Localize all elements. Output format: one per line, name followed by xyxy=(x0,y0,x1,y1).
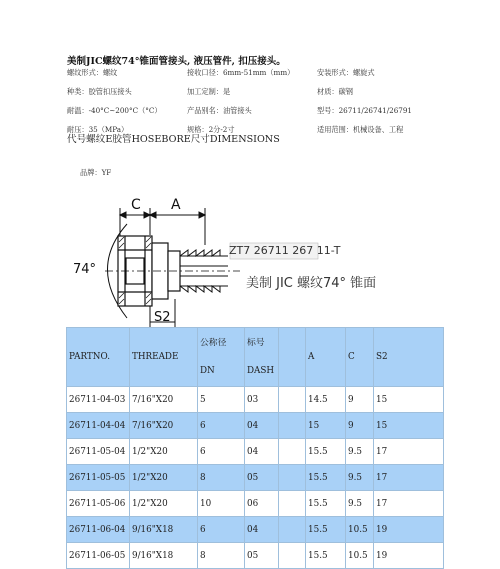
table-cell: 19 xyxy=(374,517,444,543)
table-cell xyxy=(279,517,306,543)
table-cell: 26711-05-05 xyxy=(67,465,130,491)
header-line-1: 标号 xyxy=(247,338,265,348)
header-line-1: PARTNO. xyxy=(69,352,110,362)
table-cell: 9.5 xyxy=(346,465,374,491)
table-cell: 05 xyxy=(245,465,279,491)
spec-item: 接收口径：6mm-51mm（mm） xyxy=(187,68,295,77)
table-cell: 15 xyxy=(306,413,346,439)
model-code-overlay: ZT7 26711 267 11-T xyxy=(229,244,341,257)
table-cell: 9/16"X18 xyxy=(130,543,198,569)
spec-item: 产品别名：油管接头 xyxy=(187,106,252,115)
header-line-1: THREADE xyxy=(132,352,179,362)
table-header-cell xyxy=(130,328,198,387)
table-cell: 04 xyxy=(245,439,279,465)
table-cell: 15.5 xyxy=(306,491,346,517)
table-cell: 9/16"X18 xyxy=(130,517,198,543)
dimensions-table xyxy=(66,327,444,569)
table-cell: 6 xyxy=(198,413,245,439)
table-cell: 26711-04-04 xyxy=(67,413,130,439)
table-cell xyxy=(279,413,306,439)
table-header-cell xyxy=(198,328,245,387)
table-row xyxy=(67,491,444,517)
table-cell xyxy=(279,439,306,465)
dimension-a-label: A xyxy=(171,197,181,213)
table-cell: 19 xyxy=(374,543,444,569)
header-line-2: DASH xyxy=(247,366,275,376)
table-cell: 7/16"X20 xyxy=(130,413,198,439)
table-row xyxy=(67,387,444,413)
table-header-row xyxy=(67,328,444,387)
table-cell: 04 xyxy=(245,413,279,439)
model-description-overlay: 美制 JIC 螺纹74° 锥面 xyxy=(246,276,377,291)
table-header-cell xyxy=(279,328,306,387)
spec-item: 螺纹形式：螺纹 xyxy=(67,68,118,77)
table-cell: 04 xyxy=(245,517,279,543)
brand-label: 品牌：YF xyxy=(80,168,112,177)
table-cell xyxy=(279,465,306,491)
table-row xyxy=(67,465,444,491)
table-header-cell xyxy=(374,328,444,387)
header-line-1: 公称径 xyxy=(200,338,227,348)
table-cell: 1/2"X20 xyxy=(130,491,198,517)
table-cell: 1/2"X20 xyxy=(130,465,198,491)
product-title: 美制JIC螺纹74°锥面管接头, 液压管件, 扣压接头。 xyxy=(67,56,286,67)
table-cell: 15.5 xyxy=(306,543,346,569)
table-cell: 10 xyxy=(198,491,245,517)
spec-item: 加工定制：是 xyxy=(187,87,231,96)
table-cell: 05 xyxy=(245,543,279,569)
table-cell: 26711-06-04 xyxy=(67,517,130,543)
dimensions-heading: 代号螺纹E胶管HOSEBORE尺寸DIMENSIONS xyxy=(67,134,280,145)
table-cell: 17 xyxy=(374,491,444,517)
table-cell: 10.5 xyxy=(346,517,374,543)
table-cell: 7/16"X20 xyxy=(130,387,198,413)
spec-item: 种类：胶管扣压接头 xyxy=(67,87,132,96)
table-header-cell xyxy=(67,328,130,387)
dimension-s2-label: S2 xyxy=(154,310,171,325)
table-cell: 8 xyxy=(198,465,245,491)
spec-item: 耐压：35（MPa） xyxy=(67,125,129,134)
table-cell: 26711-05-06 xyxy=(67,491,130,517)
header-line-1: S2 xyxy=(376,352,388,362)
table-cell: 9 xyxy=(346,413,374,439)
table-cell: 26711-06-05 xyxy=(67,543,130,569)
table-cell: 9.5 xyxy=(346,439,374,465)
header-line-1: A xyxy=(308,352,315,362)
angle-label: 74° xyxy=(73,262,97,277)
table-row xyxy=(67,439,444,465)
table-cell: 17 xyxy=(374,465,444,491)
spec-item: 型号：26711/26741/26791 xyxy=(317,106,412,115)
table-row xyxy=(67,517,444,543)
dimension-c-label: C xyxy=(131,197,141,213)
table-cell: 03 xyxy=(245,387,279,413)
table-cell: 9.5 xyxy=(346,491,374,517)
table-cell: 06 xyxy=(245,491,279,517)
table-cell: 6 xyxy=(198,439,245,465)
table-cell: 15 xyxy=(374,387,444,413)
spec-item: 耐温：-40°C~200°C（°C） xyxy=(67,106,162,115)
table-cell xyxy=(279,387,306,413)
table-cell: 9 xyxy=(346,387,374,413)
table-cell: 6 xyxy=(198,517,245,543)
table-cell: 15.5 xyxy=(306,465,346,491)
table-cell: 1/2"X20 xyxy=(130,439,198,465)
table-cell: 26711-05-04 xyxy=(67,439,130,465)
table-header-cell xyxy=(306,328,346,387)
table-cell: 8 xyxy=(198,543,245,569)
spec-item: 适用范围：机械设备、工程 xyxy=(317,125,404,134)
table-header-cell xyxy=(245,328,279,387)
table-cell: 10.5 xyxy=(346,543,374,569)
table-cell: 17 xyxy=(374,439,444,465)
spec-item: 规格：2分-2寸 xyxy=(187,125,235,134)
table-cell: 26711-04-03 xyxy=(67,387,130,413)
table-cell: 15 xyxy=(374,413,444,439)
spec-item: 安装形式：螺旋式 xyxy=(317,68,375,77)
table-cell: 5 xyxy=(198,387,245,413)
table-row xyxy=(67,413,444,439)
table-cell: 14.5 xyxy=(306,387,346,413)
table-cell xyxy=(279,491,306,517)
header-line-2: DN xyxy=(200,366,215,376)
table-cell: 15.5 xyxy=(306,517,346,543)
table-cell: 15.5 xyxy=(306,439,346,465)
table-header-cell xyxy=(346,328,374,387)
header-line-1: C xyxy=(348,352,355,362)
spec-item: 材质：碳钢 xyxy=(317,87,353,96)
